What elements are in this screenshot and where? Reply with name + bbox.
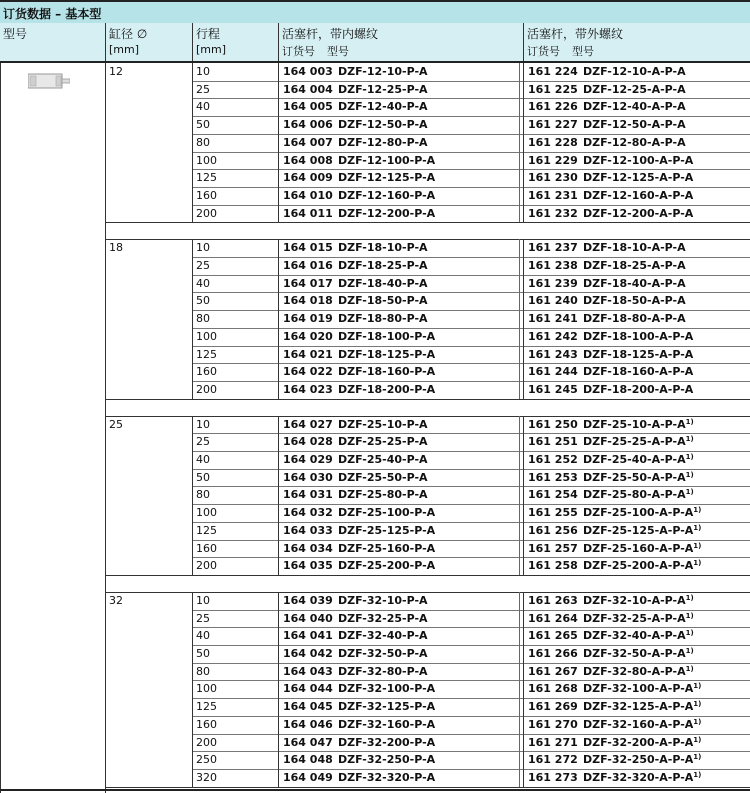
footnote-mark: 1) — [685, 664, 694, 673]
internal-model: DZF-25-125-P-A — [338, 523, 436, 537]
header-model: 型号 — [572, 45, 594, 58]
external-order-no: 161 225 — [528, 82, 578, 96]
footnote-mark: 1) — [685, 453, 694, 461]
internal-model: DZF-12-125-P-A — [338, 171, 436, 185]
stroke-value: 320 — [196, 770, 217, 784]
stroke-value: 25 — [196, 259, 210, 272]
stroke-value: 40 — [196, 453, 210, 466]
external-order-no: 161 263 — [528, 593, 578, 607]
stroke-value: 80 — [196, 664, 210, 678]
stroke-value: 200 — [196, 735, 217, 749]
internal-model: DZF-25-160-P-A — [338, 541, 436, 555]
internal-order-no: 164 009 — [283, 171, 333, 185]
footnote-mark: 1) — [693, 735, 702, 744]
stroke-value: 125 — [196, 171, 217, 185]
stroke-value: 160 — [196, 365, 217, 379]
internal-order-no: 164 004 — [283, 82, 333, 96]
external-order-no: 161 244 — [528, 365, 578, 379]
header-bore — [105, 23, 192, 61]
internal-order-no: 164 028 — [283, 435, 333, 449]
bore-value: 25 — [109, 417, 123, 431]
internal-order-no: 164 046 — [283, 717, 333, 731]
internal-model: DZF-18-100-P-A — [338, 329, 436, 343]
footnote-mark: 1) — [693, 559, 702, 568]
internal-model: DZF-12-40-P-A — [338, 100, 428, 114]
external-model: DZF-$25-80-A-P-A^{1)}$ — [583, 488, 694, 502]
internal-model: DZF-32-100-P-A — [338, 682, 436, 696]
column-border-double — [519, 239, 520, 398]
stroke-value: 50 — [196, 647, 210, 660]
column-border-double — [519, 63, 520, 222]
column-border — [278, 63, 279, 222]
external-order-no: 161 232 — [528, 206, 578, 220]
internal-order-no: 164 027 — [283, 417, 333, 431]
header-type — [0, 23, 105, 61]
external-model: DZF-12-80-A-P-A — [583, 135, 686, 149]
external-model: DZF-$32-25-A-P-A^{1)}$ — [583, 611, 694, 625]
external-model: DZF-12-40-A-P-A — [583, 100, 686, 114]
external-model: DZF-18-50-A-P-A — [583, 294, 686, 308]
internal-order-no: 164 048 — [283, 753, 333, 767]
stroke-value: 10 — [196, 417, 210, 431]
internal-model: DZF-25-40-P-A — [338, 453, 428, 466]
stroke-value: 25 — [196, 611, 210, 625]
internal-model: DZF-12-10-P-A — [338, 65, 428, 78]
column-border-double — [519, 416, 520, 575]
internal-order-no: 164 003 — [283, 65, 333, 78]
stroke-value: 125 — [196, 700, 217, 714]
footnote-mark: 1) — [693, 717, 702, 726]
bore-value: 32 — [109, 593, 123, 607]
external-model: DZF-18-80-A-P-A — [583, 312, 686, 326]
internal-model: DZF-32-125-P-A — [338, 700, 436, 714]
external-model: DZF-18-160-A-P-A — [583, 365, 694, 379]
footnote-mark: 1) — [685, 417, 694, 426]
internal-model: DZF-32-320-P-A — [338, 770, 436, 784]
external-model: DZF-$25-25-A-P-A^{1)}$ — [583, 435, 694, 449]
header-external-label: 活塞杆，带外螺纹 — [527, 27, 624, 41]
stroke-value: 160 — [196, 541, 217, 555]
column-border — [192, 63, 193, 222]
internal-order-no: 164 019 — [283, 312, 333, 326]
header-internal-label: 活塞杆，带内螺纹 — [282, 27, 379, 41]
footnote-mark: 1) — [693, 541, 702, 550]
internal-model: DZF-32-80-P-A — [338, 664, 428, 678]
footnote-mark: 1) — [693, 682, 702, 691]
external-model: DZF-$25-100-A-P-A^{1)}$ — [583, 506, 702, 520]
bore-value: 18 — [109, 241, 123, 255]
bottom-border — [0, 789, 750, 791]
column-border — [278, 592, 279, 787]
internal-order-no: 164 032 — [283, 506, 333, 520]
stroke-value: 160 — [196, 188, 217, 202]
external-order-no: 161 269 — [528, 700, 578, 714]
footnote-mark: 1) — [693, 700, 702, 709]
internal-model: DZF-12-100-P-A — [338, 153, 436, 167]
footnote-mark: 1) — [693, 506, 702, 515]
external-order-no: 161 270 — [528, 717, 578, 731]
internal-order-no: 164 040 — [283, 611, 333, 625]
external-order-no: 161 242 — [528, 329, 578, 343]
internal-model: DZF-12-160-P-A — [338, 188, 436, 202]
external-model: DZF-18-25-A-P-A — [583, 259, 686, 272]
footnote-mark: 1) — [685, 435, 694, 444]
external-order-no: 161 231 — [528, 188, 578, 202]
external-order-no: 161 252 — [528, 453, 578, 466]
internal-model: DZF-32-250-P-A — [338, 753, 436, 767]
header-type-label: 型号 — [3, 27, 28, 41]
header-bore-label: 缸径 ∅ — [109, 27, 148, 41]
external-model: DZF-12-25-A-P-A — [583, 82, 686, 96]
header-stroke-label: 行程 — [196, 27, 221, 41]
internal-model: DZF-12-25-P-A — [338, 82, 428, 96]
stroke-value: 80 — [196, 488, 210, 502]
external-order-no: 161 229 — [528, 153, 578, 167]
internal-order-no: 164 010 — [283, 188, 333, 202]
column-border — [523, 63, 524, 222]
column-border — [278, 416, 279, 575]
external-model: DZF-$25-200-A-P-A^{1)}$ — [583, 559, 702, 573]
external-order-no: 161 240 — [528, 294, 578, 308]
external-order-no: 161 227 — [528, 118, 578, 132]
external-order-no: 161 239 — [528, 276, 578, 290]
external-model: DZF-$32-200-A-P-A^{1)}$ — [583, 735, 702, 749]
left-border — [0, 63, 1, 793]
external-model: DZF-18-125-A-P-A — [583, 347, 694, 361]
stroke-value: 50 — [196, 118, 210, 132]
stroke-value: 250 — [196, 753, 217, 767]
external-model: DZF-12-100-A-P-A — [583, 153, 694, 167]
stroke-value: 100 — [196, 682, 217, 696]
footnote-mark: 1) — [685, 593, 694, 602]
external-order-no: 161 251 — [528, 435, 578, 449]
external-order-no: 161 256 — [528, 523, 578, 537]
external-order-no: 161 264 — [528, 611, 578, 625]
internal-model: DZF-32-50-P-A — [338, 647, 428, 660]
external-model: DZF-12-10-A-P-A — [583, 65, 686, 78]
external-model: DZF-18-100-A-P-A — [583, 329, 694, 343]
bore-value: 12 — [109, 65, 123, 78]
internal-model: DZF-25-200-P-A — [338, 559, 436, 573]
internal-order-no: 164 022 — [283, 365, 333, 379]
external-model: DZF-18-10-A-P-A — [583, 241, 686, 255]
header-external-sub — [527, 43, 594, 59]
external-order-no: 161 257 — [528, 541, 578, 555]
internal-order-no: 164 039 — [283, 593, 333, 607]
stroke-value: 200 — [196, 206, 217, 220]
stroke-value: 100 — [196, 506, 217, 520]
header-internal-sub — [282, 43, 349, 59]
external-order-no: 161 250 — [528, 417, 578, 431]
column-border — [192, 416, 193, 575]
stroke-value: 10 — [196, 593, 210, 607]
internal-order-no: 164 043 — [283, 664, 333, 678]
internal-model: DZF-32-160-P-A — [338, 717, 436, 731]
stroke-value: 200 — [196, 382, 217, 396]
cylinder-icon — [28, 72, 70, 90]
external-order-no: 161 258 — [528, 559, 578, 573]
internal-order-no: 164 049 — [283, 770, 333, 784]
internal-order-no: 164 017 — [283, 276, 333, 290]
stroke-value: 80 — [196, 312, 210, 326]
stroke-value: 25 — [196, 82, 210, 96]
external-order-no: 161 273 — [528, 770, 578, 784]
footnote-mark: 1) — [685, 470, 694, 479]
internal-order-no: 164 006 — [283, 118, 333, 132]
internal-model: DZF-18-160-P-A — [338, 365, 436, 379]
internal-order-no: 164 005 — [283, 100, 333, 114]
stroke-value: 160 — [196, 717, 217, 731]
internal-model: DZF-18-10-P-A — [338, 241, 428, 255]
internal-model: DZF-25-100-P-A — [338, 506, 436, 520]
header-order-no: 订货号 — [282, 45, 315, 58]
stroke-value: 50 — [196, 294, 210, 308]
internal-order-no: 164 033 — [283, 523, 333, 537]
external-model: DZF-$32-125-A-P-A^{1)}$ — [583, 700, 702, 714]
table-header — [0, 23, 750, 63]
external-order-no: 161 224 — [528, 65, 578, 78]
external-order-no: 161 271 — [528, 735, 578, 749]
footnote-mark: 1) — [685, 488, 694, 497]
internal-order-no: 164 034 — [283, 541, 333, 555]
external-order-no: 161 230 — [528, 171, 578, 185]
external-model: DZF-$32-40-A-P-A^{1)}$ — [583, 629, 694, 643]
stroke-value: 100 — [196, 329, 217, 343]
external-model: DZF-12-125-A-P-A — [583, 171, 694, 185]
internal-order-no: 164 041 — [283, 629, 333, 643]
group-bottom-border — [105, 575, 750, 576]
internal-model: DZF-32-10-P-A — [338, 593, 428, 607]
external-model: DZF-$32-10-A-P-A^{1)}$ — [583, 593, 694, 607]
internal-model: DZF-25-10-P-A — [338, 417, 428, 431]
column-border-double — [519, 592, 520, 787]
group-bottom-border — [105, 399, 750, 400]
internal-order-no: 164 023 — [283, 382, 333, 396]
column-border — [523, 592, 524, 787]
external-order-no: 161 268 — [528, 682, 578, 696]
external-model: DZF-$32-250-A-P-A^{1)}$ — [583, 753, 702, 767]
header-order-no: 订货号 — [527, 45, 560, 58]
internal-order-no: 164 042 — [283, 647, 333, 660]
internal-model: DZF-32-25-P-A — [338, 611, 428, 625]
external-order-no: 161 228 — [528, 135, 578, 149]
internal-order-no: 164 008 — [283, 153, 333, 167]
internal-model: DZF-32-40-P-A — [338, 629, 428, 643]
footnote-mark: 1) — [685, 647, 694, 655]
column-border — [278, 239, 279, 398]
external-model: DZF-$25-40-A-P-A^{1)}$ — [583, 453, 694, 466]
external-order-no: 161 238 — [528, 259, 578, 272]
type-column-border — [105, 63, 106, 793]
internal-model: DZF-32-200-P-A — [338, 735, 436, 749]
internal-order-no: 164 015 — [283, 241, 333, 255]
internal-order-no: 164 007 — [283, 135, 333, 149]
internal-model: DZF-12-50-P-A — [338, 118, 428, 132]
external-model: DZF-18-40-A-P-A — [583, 276, 686, 290]
stroke-value: 50 — [196, 470, 210, 484]
external-model: DZF-$32-50-A-P-A^{1)}$ — [583, 647, 694, 660]
header-internal — [278, 23, 523, 61]
internal-order-no: 164 016 — [283, 259, 333, 272]
internal-model: DZF-25-25-P-A — [338, 435, 428, 449]
external-order-no: 161 267 — [528, 664, 578, 678]
internal-order-no: 164 035 — [283, 559, 333, 573]
external-order-no: 161 241 — [528, 312, 578, 326]
column-border — [523, 239, 524, 398]
stroke-value: 125 — [196, 523, 217, 537]
external-model: DZF-$32-80-A-P-A^{1)}$ — [583, 664, 694, 678]
external-order-no: 161 272 — [528, 753, 578, 767]
header-external — [523, 23, 750, 61]
external-order-no: 161 253 — [528, 470, 578, 484]
internal-order-no: 164 044 — [283, 682, 333, 696]
internal-order-no: 164 029 — [283, 453, 333, 466]
external-model: DZF-12-200-A-P-A — [583, 206, 694, 220]
internal-model: DZF-18-80-P-A — [338, 312, 428, 326]
external-model: DZF-$32-160-A-P-A^{1)}$ — [583, 717, 702, 731]
stroke-value: 25 — [196, 435, 210, 449]
external-model: DZF-12-160-A-P-A — [583, 188, 694, 202]
column-border — [192, 592, 193, 787]
stroke-value: 40 — [196, 276, 210, 290]
header-stroke — [192, 23, 278, 61]
internal-model: DZF-12-200-P-A — [338, 206, 436, 220]
external-model: DZF-12-50-A-P-A — [583, 118, 686, 132]
footnote-mark: 1) — [693, 753, 702, 762]
stroke-value: 40 — [196, 100, 210, 114]
external-model: DZF-$32-320-A-P-A^{1)}$ — [583, 770, 702, 784]
stroke-value: 125 — [196, 347, 217, 361]
external-model: DZF-$32-100-A-P-A^{1)}$ — [583, 682, 702, 696]
stroke-value: 40 — [196, 629, 210, 643]
stroke-value: 200 — [196, 559, 217, 573]
internal-model: DZF-18-50-P-A — [338, 294, 428, 308]
external-order-no: 161 245 — [528, 382, 578, 396]
stroke-value: 10 — [196, 241, 210, 255]
external-model: DZF-$25-10-A-P-A^{1)}$ — [583, 417, 694, 431]
internal-model: DZF-18-200-P-A — [338, 382, 436, 396]
internal-order-no: 164 021 — [283, 347, 333, 361]
external-order-no: 161 226 — [528, 100, 578, 114]
header-stroke-unit: [mm] — [196, 43, 227, 56]
internal-order-no: 164 018 — [283, 294, 333, 308]
external-model: DZF-18-200-A-P-A — [583, 382, 694, 396]
external-order-no: 161 266 — [528, 647, 578, 660]
internal-model: DZF-25-80-P-A — [338, 488, 428, 502]
header-bore-unit: [mm] — [109, 43, 140, 56]
column-border — [523, 416, 524, 575]
internal-order-no: 164 045 — [283, 700, 333, 714]
external-order-no: 161 255 — [528, 506, 578, 520]
external-order-no: 161 243 — [528, 347, 578, 361]
external-model: DZF-$25-125-A-P-A^{1)}$ — [583, 523, 702, 537]
internal-model: DZF-18-125-P-A — [338, 347, 436, 361]
external-model: DZF-$25-160-A-P-A^{1)}$ — [583, 541, 702, 555]
column-border — [192, 239, 193, 398]
footnote-mark: 1) — [693, 523, 702, 532]
stroke-value: 100 — [196, 153, 217, 167]
external-model: DZF-$25-50-A-P-A^{1)}$ — [583, 470, 694, 484]
internal-order-no: 164 011 — [283, 206, 333, 220]
footnote-mark: 1) — [685, 629, 694, 638]
external-order-no: 161 237 — [528, 241, 578, 255]
internal-order-no: 164 030 — [283, 470, 333, 484]
footnote-mark: 1) — [685, 611, 694, 620]
group-bottom-border — [105, 787, 750, 788]
internal-order-no: 164 020 — [283, 329, 333, 343]
internal-model: DZF-18-40-P-A — [338, 276, 428, 290]
stroke-value: 10 — [196, 65, 210, 78]
header-model: 型号 — [327, 45, 349, 58]
internal-model: DZF-12-80-P-A — [338, 135, 428, 149]
stroke-value: 80 — [196, 135, 210, 149]
internal-model: DZF-18-25-P-A — [338, 259, 428, 272]
table-title-bar — [0, 0, 750, 23]
internal-order-no: 164 047 — [283, 735, 333, 749]
internal-model: DZF-25-50-P-A — [338, 470, 428, 484]
external-order-no: 161 254 — [528, 488, 578, 502]
group-bottom-border — [105, 222, 750, 223]
internal-order-no: 164 031 — [283, 488, 333, 502]
external-order-no: 161 265 — [528, 629, 578, 643]
table-title: 订货数据 – 基本型 — [3, 7, 102, 21]
footnote-mark: 1) — [693, 770, 702, 779]
